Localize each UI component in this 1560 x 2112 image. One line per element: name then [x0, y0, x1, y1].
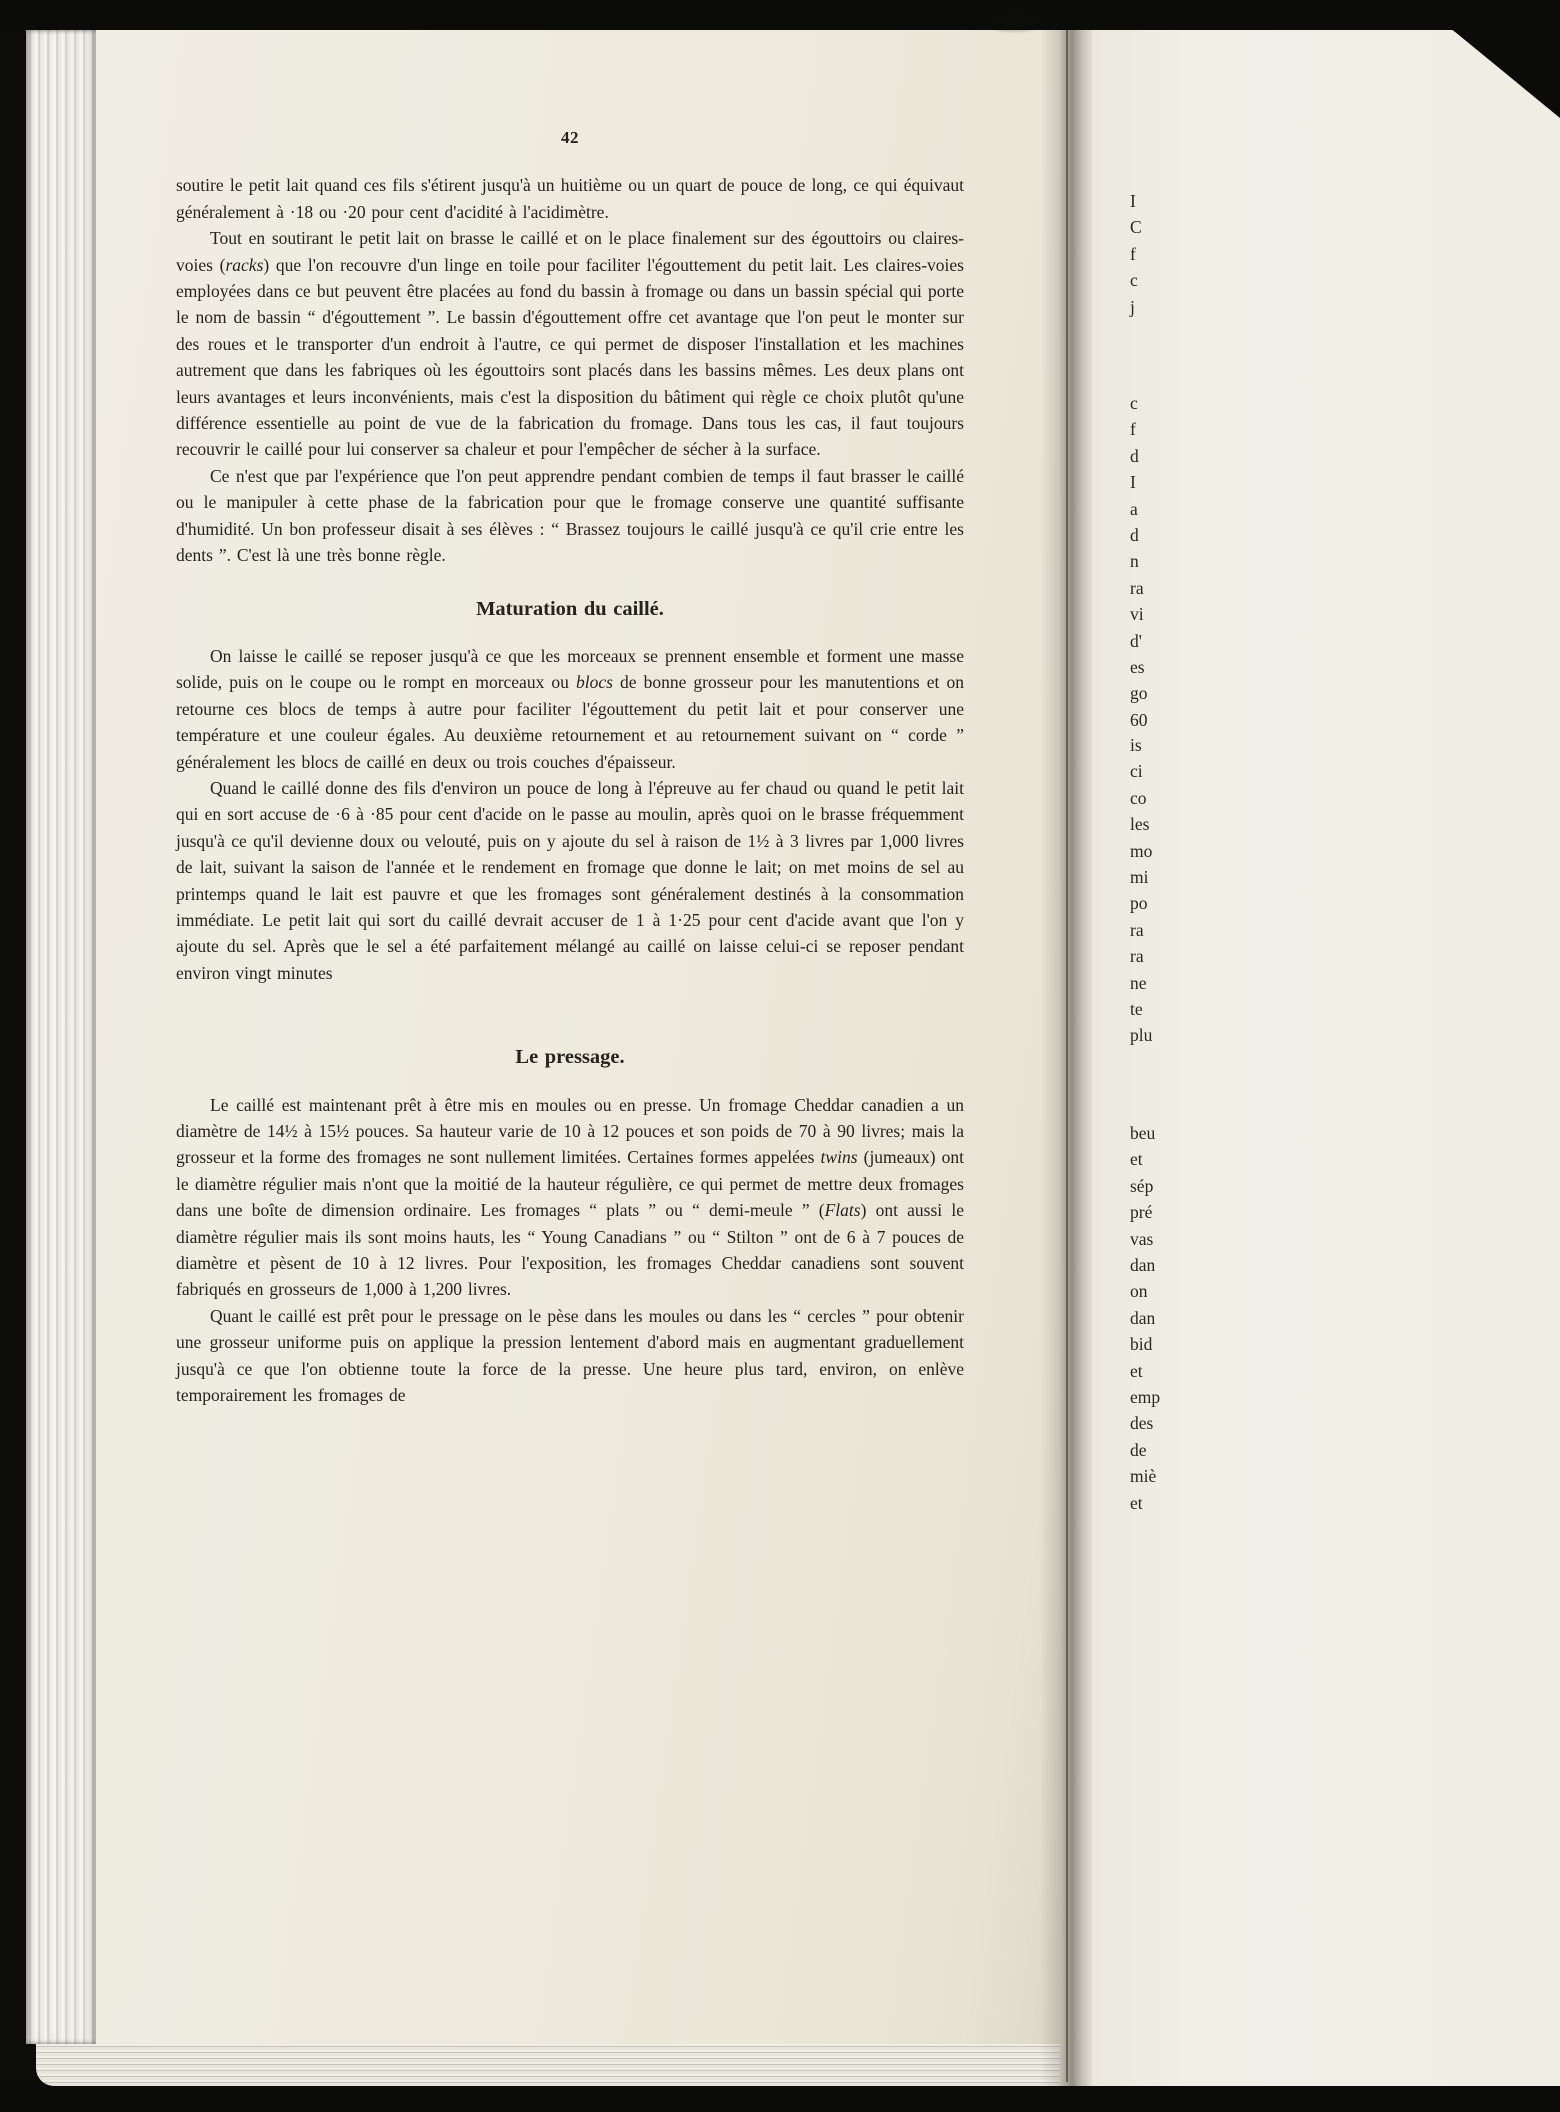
text-segment: Ce n'est que par l'expérience que l'on peut apprendre pendant combien de temps il faut brasser le caillé ou le manipuler à cette phase de la fabrication pour que le fromage conserve une quantité suffisante d'humidité. Un bon professeur disait à ses élèves : “ Brassez toujours le caillé jusqu'à ce qu'il crie entre les dents ”. C'est là une très bonne règle. — [176, 465, 964, 566]
page-content-area — [176, 30, 964, 1408]
book-page-right-cropped — [1060, 30, 1560, 2086]
page-text — [176, 172, 964, 1408]
fragment-line: et — [1130, 1149, 1143, 1170]
page-gutter-line — [1066, 30, 1068, 2082]
text-segment: de bonne grosseur pour les manutentions et on retourne ces blocs de temps à autre pour faciliter l'égouttement du petit lait et pour conserver une température et une couleur égales. Au deuxième retournement et au retournement suivant on “ corde ” généralement les blocs de caillé en deux ou trois couches d'épaisseur. — [176, 672, 964, 772]
fragment-line: bid — [1130, 1334, 1153, 1355]
fragment-line: dan — [1130, 1307, 1156, 1328]
text-segment: ) ont aussi le diamètre régulier mais ils sont moins hauts, les “ Young Canadians ” ou “ Stilton ” ont de 6 à 7 pouces de diamètre et pèsent de 10 à 12 livres. Pour l'exposition, les fromages Cheddar canadiens sont souvent fabriqués en grosseurs de 1,000 à 1,200 livres. — [176, 1200, 964, 1300]
fragment-line: mo — [1130, 840, 1153, 861]
section-heading-pressage: Le pressage. — [515, 1046, 625, 1069]
adjacent-page-text-fragments — [1130, 1120, 1210, 1516]
fragment-line: c — [1130, 270, 1138, 291]
fragment-line: vi — [1130, 604, 1144, 625]
fragment-line: plu — [1130, 1025, 1153, 1046]
fragment-line: te — [1130, 999, 1143, 1020]
fragment-line: d' — [1130, 630, 1142, 651]
text-segment: Quant le caillé est prêt pour le pressage on le pèse dans les moules ou dans les “ cercles ” pour obtenir une grosseur uniforme puis on applique la pression lentement d'abord mais en augmentant graduellement jusqu'à ce que l'on obtienne toute la force de la presse. Une heure plus tard, environ, on enlève temporairement les fromages de — [176, 1305, 964, 1406]
fragment-line: ne — [1130, 972, 1147, 993]
book-page-left — [96, 30, 1060, 2044]
paragraph — [176, 643, 964, 775]
fragment-line: et — [1130, 1492, 1143, 1513]
text-segment: On laisse le caillé se reposer jusqu'à ce que les morceaux se prennent ensemble et forment une masse solide, puis on le coupe ou le rompt en morceaux ou — [176, 645, 964, 693]
adjacent-page-text-fragments — [1130, 188, 1210, 320]
fragment-line: j — [1130, 296, 1135, 317]
paragraph-continuation — [176, 172, 964, 225]
section-heading-maturation: Maturation du caillé. — [476, 597, 664, 620]
fragment-line: I — [1130, 191, 1136, 211]
fragment-line: 60 — [1130, 709, 1148, 730]
fragment-line: C — [1130, 217, 1142, 238]
fragment-line: is — [1130, 735, 1142, 755]
fragment-line: beu — [1130, 1123, 1156, 1143]
paragraph — [176, 775, 964, 986]
photo-frame-top — [0, 0, 1560, 30]
paragraph — [176, 225, 964, 463]
fragment-line: f — [1130, 243, 1136, 264]
text-segment: Tout en soutirant le petit lait on brasse le caillé et on le place finalement sur des égouttoirs ou claires-voies ( — [176, 228, 964, 275]
fragment-line: I — [1130, 472, 1136, 493]
text-segment: twins — [820, 1147, 858, 1168]
text-segment: Le caillé est maintenant prêt à être mis en moules ou en presse. Un fromage Cheddar canadien a un diamètre de 14½ à 15½ pouces. Sa hauteur varie de 10 à 12 pouces et son poids de 70 à 90 livres; mais la grosseur et la forme des fromages ne sont nullement limitées. Certaines formes appelées — [176, 1094, 964, 1168]
fragment-line: co — [1130, 787, 1147, 808]
text-segment: racks — [225, 254, 264, 275]
photo-frame-bottom — [0, 2086, 1560, 2112]
fragment-line: d — [1130, 525, 1139, 546]
fragment-line: et — [1130, 1360, 1143, 1381]
text-segment: soutire le petit lait quand ces fils s'étirent jusqu'à un huitième ou un quart de pouce de long, ce qui équivaut généralement à ·18 ou ·20 pour cent d'acidité à l'acidimètre. — [176, 175, 964, 222]
fragment-line: dan — [1130, 1255, 1156, 1276]
paragraph — [176, 1303, 964, 1409]
fragment-line: de — [1130, 1439, 1147, 1460]
scan-smudge — [972, 2, 1056, 34]
paragraph — [176, 1092, 964, 1303]
fragment-line: mi — [1130, 867, 1149, 888]
page-number: 42 — [561, 128, 579, 147]
fragment-line: ra — [1130, 919, 1144, 940]
text-segment: Quand le caillé donne des fils d'environ un pouce de long à l'épreuve au fer chaud ou quand le petit lait qui en sort accuse de ·6 à ·85 pour cent d'acide on le passe au moulin, après quoi on le brasse fréquemment jusqu'à ce qu'il devienne doux ou velouté, puis on y ajoute du sel à raison de 1½ à 3 livres par 1,000 livres de lait, suivant la saison de l'année et le rendement en fromage que donne le lait; on met moins de sel au printemps quand le lait est pauvre et que les fromages sont généralement destinés à la consommation immédiate. Le petit lait qui sort du caillé devrait accuser de 1 à 1·25 pour cent d'acide avant que l'on y ajoute du sel. Après que le sel a été parfaitement mélangé au caillé on laisse celui-ci se reposer pendant environ vingt minutes — [176, 777, 964, 983]
paragraph — [176, 463, 964, 569]
fragment-line: po — [1130, 893, 1148, 914]
text-segment: ) que l'on recouvre d'un linge en toile pour faciliter l'égouttement du petit lait. Les claires-voies employées dans ce but peuvent être placées au fond du bassin à fromage ou dans un bassin spécial qui porte le nom de bassin “ d'égouttement ”. Le bassin d'égouttement offre cet avantage que l'on peut le monter sur des roues et le transporter d'un endroit à l'autre, ce qui permet de disposer l'installation et les machines autrement que dans les fabriques où les égouttoirs sont placés dans les bassins mêmes. Les deux plans ont leurs avantages et leurs inconvénients, mais c'est la disposition du bâtiment qui règle ce choix plutôt qu'une différence essentielle au point de vue de la fabrication du fromage. Dans tous les cas, il faut toujours recouvrir le caillé pour lui conserver sa chaleur et pour l'empêcher de sécher à la surface. — [176, 254, 964, 460]
fragment-line: des — [1130, 1413, 1154, 1434]
adjacent-page-text-fragments — [1130, 732, 1210, 1049]
fragment-line: sép — [1130, 1175, 1154, 1196]
fragment-line: n — [1130, 551, 1139, 572]
fragment-line: vas — [1130, 1228, 1154, 1249]
fragment-line: c — [1130, 393, 1138, 413]
page-bottom-edges — [36, 2044, 1064, 2086]
fragment-line: go — [1130, 683, 1148, 704]
fragment-line: emp — [1130, 1387, 1161, 1408]
fragment-line: ra — [1130, 946, 1144, 967]
text-segment: Flats — [824, 1200, 861, 1221]
fragment-line: f — [1130, 419, 1136, 440]
adjacent-page-text-fragments — [1130, 390, 1210, 733]
fragment-line: miè — [1130, 1466, 1157, 1487]
fragment-line: on — [1130, 1281, 1148, 1302]
fragment-line: ra — [1130, 577, 1144, 598]
text-segment: (jumeaux) ont le diamètre régulier mais n'ont que la moitié de la hauteur régulière, ce qui permet de mettre deux fromages dans une boîte de dimension ordinaire. Les fromages “ plats ” ou “ demi-meule ” ( — [176, 1147, 965, 1221]
fragment-line: es — [1130, 657, 1145, 678]
fragment-line: d — [1130, 445, 1139, 466]
text-segment: blocs — [575, 672, 613, 693]
fragment-line: ci — [1130, 761, 1143, 782]
fragment-line: pré — [1130, 1202, 1153, 1223]
fragment-line: a — [1130, 498, 1138, 519]
fragment-line: les — [1130, 814, 1150, 835]
page-edge-stack — [26, 30, 96, 2044]
